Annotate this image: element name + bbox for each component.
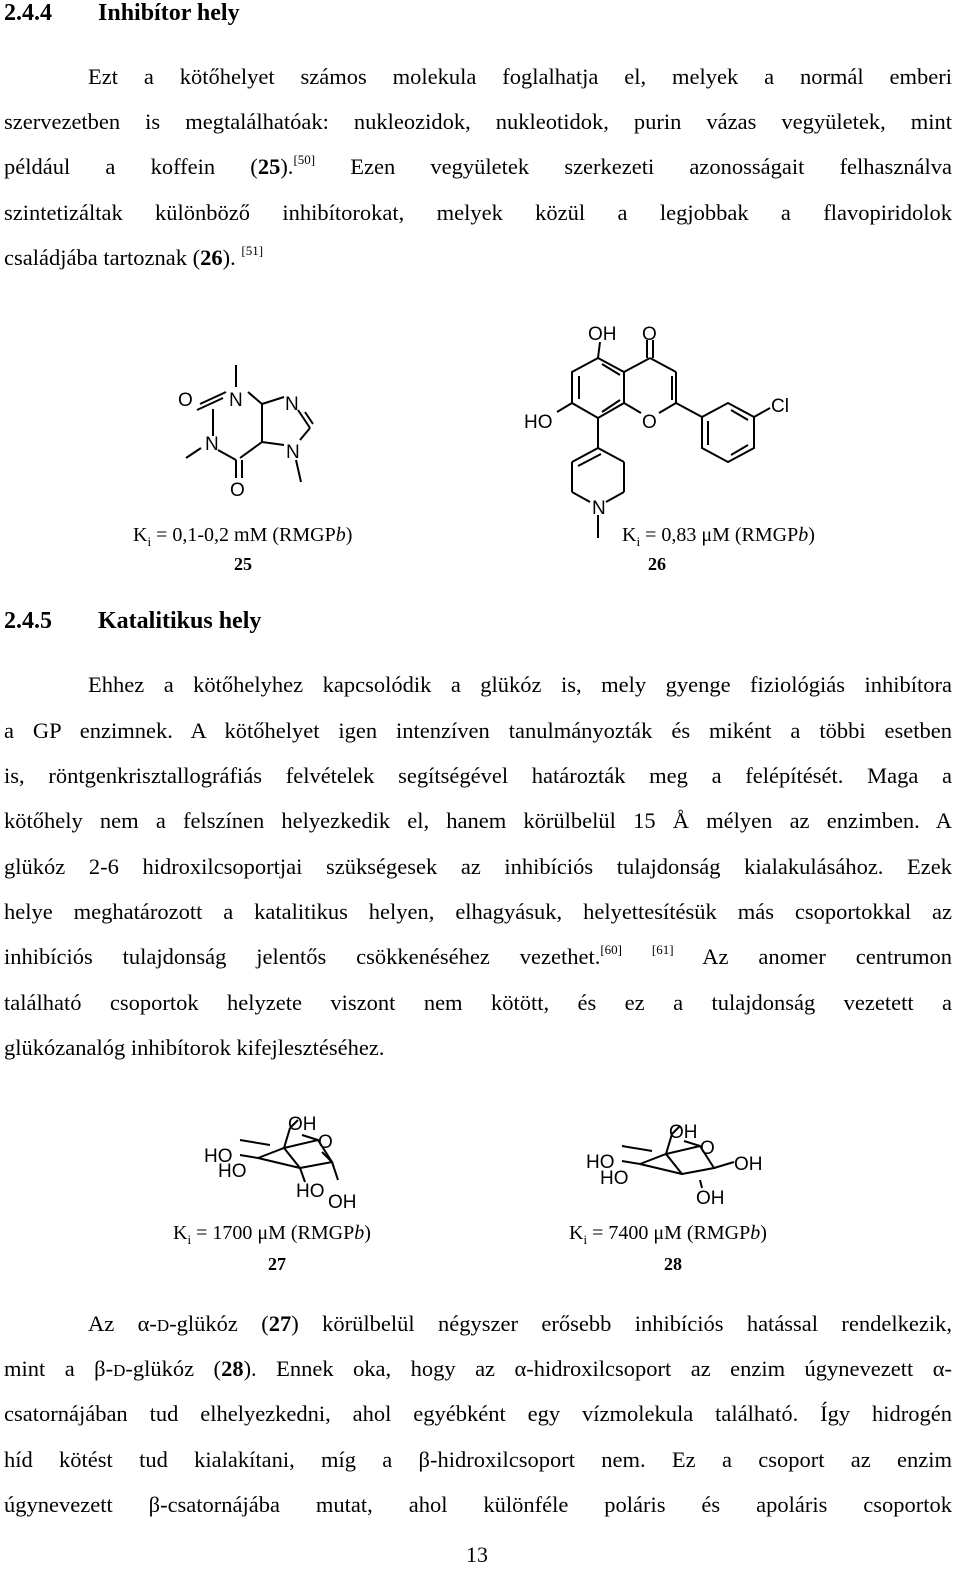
citation: [51] (241, 243, 264, 258)
atom-label: O (178, 390, 193, 411)
atom-label: OH (328, 1192, 357, 1210)
section-number: 2.4.4 (4, 0, 52, 26)
compound-number-27: 27 (268, 1254, 286, 1274)
atom-label: OH (288, 1114, 317, 1135)
paragraph-line: helye meghatározott a katalitikus helyen, elhagyásuk, helyettesítésük más csoportokkal az (4, 899, 952, 924)
paragraph-line: csatornájában tud elhelyezkedni, ahol egyébként egy vízmolekula található. Így hidrogén (4, 1401, 952, 1426)
molecule-28-structure (586, 1122, 763, 1209)
paragraph-line: családjába tartoznak (26). [51] (4, 243, 264, 270)
paragraph-line: inhibíciós tulajdonság jelentős csökkenéséhez vezethet.[60] [61] Az anomer centrumon (4, 942, 952, 969)
molecule-26-structure (524, 324, 789, 538)
paragraph-line: glükózanalóg inhibítorok kifejlesztéséhez. (4, 1035, 385, 1060)
molecule-25-structure (178, 365, 313, 501)
paragraph-line: híd kötést tud kialakítani, míg a β-hidroxilcsoport nem. Ez a csoport az enzim (4, 1447, 952, 1472)
molecule-27-structure (204, 1114, 357, 1210)
atom-label: OH (588, 324, 617, 345)
atom-label: N (229, 390, 243, 411)
paragraph-line: glükóz 2-6 hidroxilcsoportjai szükségesek az inhibíciós tulajdonság kialakulásához. Ezek (4, 854, 952, 879)
paragraph-line: is, röntgenkrisztallográfiás felvételek segítségével határozták meg a felépítését. Maga a (4, 763, 952, 788)
atom-label: Cl (771, 396, 789, 417)
compound-number-28: 28 (664, 1254, 682, 1274)
ki-caption-26: $K_i = 0,83$ μM (RMGPb) (622, 524, 815, 549)
ki-caption-28: $K_i = 7400$ μM (RMGPb) (569, 1222, 767, 1247)
paragraph-line: kötőhely nem a felszínen helyezkedik el, hanem körülbelül 15 Å mélyen az enzimben. A (4, 808, 952, 833)
atom-label: N (286, 442, 300, 463)
section-title: Inhibítor hely (98, 0, 240, 26)
page-number: 13 (466, 1542, 488, 1567)
atom-label: OH (696, 1188, 725, 1209)
section-number: 2.4.5 (4, 608, 52, 634)
paragraph-line: például a koffein (25).[50] Ezen vegyületek szerkezeti azonosságait felhasználva (4, 152, 952, 179)
paragraph-line: Ehhez a kötőhelyhez kapcsolódik a glükóz is, mely gyenge fiziológiás inhibítora (88, 672, 952, 697)
atom-label: OH (669, 1122, 698, 1143)
paragraph-line: úgynevezett β-csatornájába mutat, ahol különféle poláris és apoláris csoportok (4, 1492, 952, 1517)
atom-label: HO (204, 1146, 233, 1167)
atom-label: O (642, 412, 657, 433)
atom-label: N (592, 498, 606, 519)
section-title: Katalitikus hely (98, 608, 262, 634)
paragraph-line: Az α-D-glükóz (27) körülbelül négyszer erősebb inhibíciós hatással rendelkezik, (88, 1311, 952, 1336)
atom-label: O (642, 324, 657, 345)
atom-label: O (700, 1138, 715, 1159)
paragraph-line: mint a β-D-glükóz (28). Ennek oka, hogy az α-hidroxilcsoport az enzim úgynevezett α- (4, 1356, 952, 1381)
ki-caption-25: $K_i = 0,1-0,2$ mM (RMGPb) (133, 524, 353, 549)
paragraph-line: szintetizáltak különböző inhibítorokat, melyek közül a legjobbak a flavopiridolok (4, 200, 952, 225)
paragraph-line: szervezetben is megtalálhatóak: nukleozidok, nukleotidok, purin vázas vegyületek, mint (4, 109, 952, 134)
citation: [50] (293, 152, 316, 167)
section-heading-2-4-4 (4, 0, 240, 27)
paragraph-line: található csoportok helyzete viszont nem kötött, és ez a tulajdonság vezetett a (4, 990, 952, 1015)
atom-label: O (318, 1132, 333, 1153)
atom-label: N (285, 394, 299, 415)
compound-ref: 25 (257, 154, 281, 179)
paragraph-line: Ezt a kötőhelyet számos molekula foglalhatja el, melyek a normál emberi (88, 64, 952, 89)
compound-number-25: 25 (234, 554, 252, 574)
compound-ref: 26 (200, 245, 223, 270)
atom-label: HO (296, 1181, 325, 1202)
citation: [61] (651, 942, 674, 957)
atom-label: OH (734, 1154, 763, 1175)
compound-ref: 28 (221, 1356, 244, 1381)
compound-number-26: 26 (648, 554, 666, 574)
atom-label: HO (218, 1161, 247, 1182)
figure-2-structures (0, 1100, 960, 1210)
citation: [60] (600, 942, 623, 957)
atom-label: O (230, 480, 245, 501)
ki-caption-27: $K_i = 1700$ μM (RMGPb) (173, 1222, 371, 1247)
section-heading-2-4-5 (4, 608, 261, 635)
atom-label: HO (600, 1168, 629, 1189)
atom-label: N (205, 434, 219, 455)
atom-label: HO (524, 412, 553, 433)
paragraph-line: a GP enzimnek. A kötőhelyet igen intenzíven tanulmányozták és miként a többi esetben (4, 718, 952, 743)
compound-ref: 27 (268, 1311, 292, 1336)
atom-label: HO (586, 1152, 615, 1173)
